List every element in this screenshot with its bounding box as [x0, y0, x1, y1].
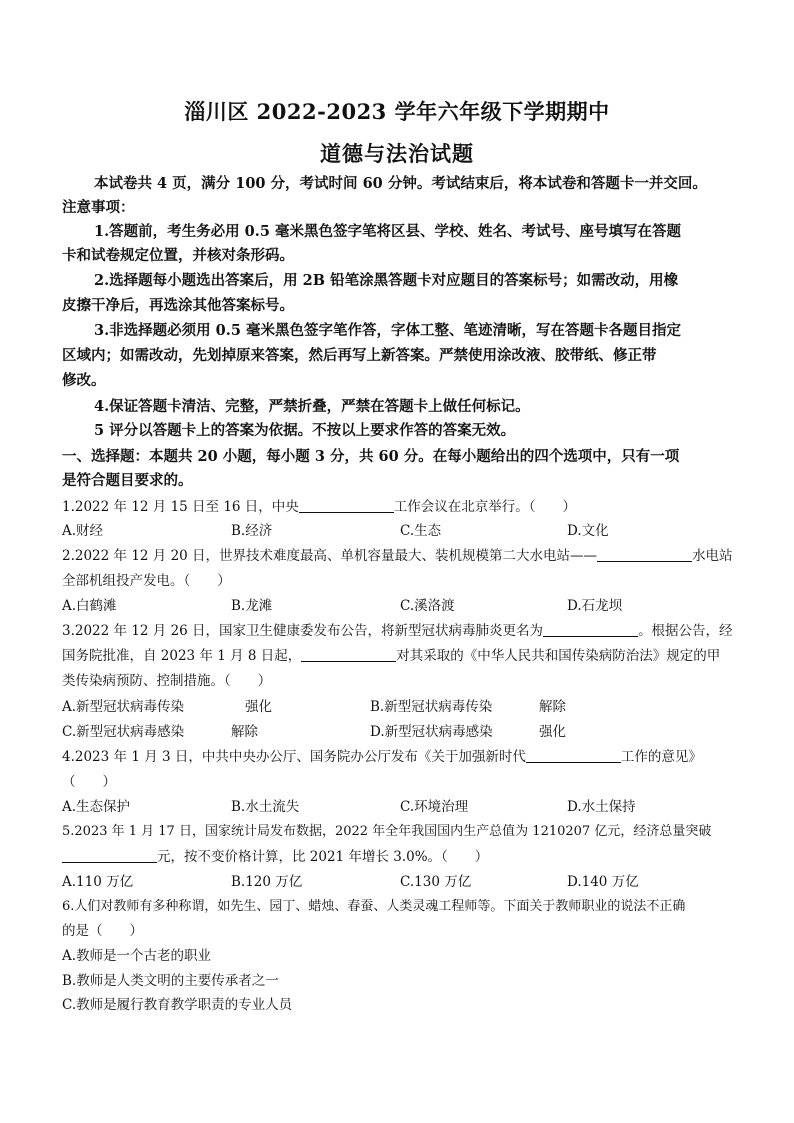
q4-option-a: A.生态保护 — [62, 799, 131, 815]
q3-option-d: D.新型冠状病毒感染 — [370, 724, 493, 740]
q3-option-c-action: 解除 — [231, 724, 258, 740]
question-5-stem-cont: 元，按不变价格计算，比 2021 年增长 3.0%。（ ） — [62, 847, 742, 867]
q6-option-c: C.教师是履行教育教学职责的专业人员 — [62, 997, 293, 1013]
answer-blank — [597, 547, 692, 562]
q6-option-b: B.教师是人类文明的主要传承者之一 — [62, 973, 279, 989]
q5-option-d: D.140 万亿 — [567, 874, 639, 890]
answer-blank — [301, 647, 396, 662]
note-3-line-2: 区域内；如需改动，先划掉原来答案，然后再写上新答案。严禁使用涂改液、胶带纸、修正带 — [62, 347, 657, 364]
note-1-line-2: 卡和试卷规定位置，并核对条形码。 — [62, 247, 294, 264]
q1-option-c: C.生态 — [400, 523, 442, 539]
note-2-line-1: 2.选择题每小题选出答案后，用 2B 铅笔涂黑答题卡对应题目的答案标号；如需改动，用橡 — [94, 272, 679, 289]
q3-option-a: A.新型冠状病毒传染 — [62, 699, 185, 715]
q1-option-b: B.经济 — [231, 523, 273, 539]
q6-option-a: A.教师是一个古老的职业 — [62, 948, 212, 964]
q3-option-d-action: 强化 — [539, 724, 566, 740]
note-4: 4.保证答题卡清洁、完整，严禁折叠，严禁在答题卡上做任何标记。 — [94, 398, 530, 415]
q1-option-d: D.文化 — [567, 523, 609, 539]
question-6-stem-cont: 的是（ ） — [62, 923, 143, 939]
answer-blank — [526, 748, 621, 763]
answer-blank — [543, 622, 638, 637]
question-6-stem: 6.人们对教师有多种称谓，如先生、园丁、蜡烛、春蚕、人类灵魂工程师等。下面关于教师职业的说法不正确 — [62, 899, 686, 914]
note-5: 5 评分以答题卡上的答案为依据。不按以上要求作答的答案无效。 — [94, 422, 516, 439]
question-4-stem-cont: （ ） — [62, 774, 116, 790]
q5-option-a: A.110 万亿 — [62, 874, 134, 890]
q2-option-a: A.白鹤滩 — [62, 598, 117, 614]
q4-option-b: B.水土流失 — [231, 799, 300, 815]
q4-option-d: D.水土保持 — [567, 799, 636, 815]
answer-blank — [299, 498, 394, 513]
question-2-stem: 2.2022 年 12 月 20 日，世界技术难度最高、单机容量最大、装机规模第二大水电站—— 水电站 — [62, 548, 733, 564]
q2-option-c: C.溪洛渡 — [400, 598, 455, 614]
answer-blank — [62, 848, 157, 863]
notes-heading: 注意事项： — [62, 199, 135, 216]
question-4-stem: 4.2023 年 1 月 3 日，中共中央办公厅、国务院办公厅发布《关于加强新时代 工作的意见》 — [62, 749, 702, 765]
q5-option-c: C.130 万亿 — [400, 874, 472, 890]
q2-option-d: D.石龙坝 — [567, 598, 623, 614]
q2-option-b: B.龙滩 — [231, 598, 273, 614]
q4-option-c: C.环境治理 — [400, 799, 469, 815]
note-3-line-1: 3.非选择题必须用 0.5 毫米黑色签字笔作答，字体工整、笔迹清晰，写在答题卡各题目指定 — [94, 322, 681, 339]
note-2-line-2: 皮擦干净后，再选涂其他答案标号。 — [62, 297, 294, 314]
q5-option-b: B.120 万亿 — [231, 874, 303, 890]
question-1-stem: 1.2022 年 12 月 15 日至 16 日，中央 工作会议在北京举行。（ ） — [62, 499, 577, 515]
q3-option-b-action: 解除 — [539, 699, 566, 715]
q3-option-a-action: 强化 — [245, 699, 272, 715]
exam-title: 淄川区 2022-2023 学年六年级下学期期中 — [184, 99, 610, 124]
exam-subtitle: 道德与法治试题 — [320, 141, 474, 166]
section-1-heading-line-2: 是符合题目要求的。 — [62, 472, 193, 489]
q1-option-a: A.财经 — [62, 523, 104, 539]
q3-option-c: C.新型冠状病毒感染 — [62, 724, 185, 740]
question-5-stem: 5.2023 年 1 月 17 日，国家统计局发布数据，2022 年全年我国国内生产总值为 1210207 亿元，经济总量突破 — [62, 824, 712, 839]
question-3-stem-end: 类传染病预防、控制措施。（ ） — [62, 673, 272, 689]
question-3-stem: 3.2022 年 12 月 26 日，国家卫生健康委发布公告，将新型冠状病毒肺炎更名为 。根据公告，经 — [62, 623, 733, 639]
note-3-line-3: 修改。 — [62, 372, 106, 389]
intro-line: 本试卷共 4 页，满分 100 分，考试时间 60 分钟。考试结束后，将本试卷和答题卡一并交回。 — [94, 175, 707, 192]
section-1-heading-line-1: 一、选择题：本题共 20 小题，每小题 3 分，共 60 分。在每小题给出的四个选项中，只有一项 — [62, 448, 680, 465]
question-3-stem-cont: 国务院批准，自 2023 年 1 月 8 日起， 对其采取的《中华人民共和国传染病防治法》规定的甲 — [62, 648, 721, 664]
q3-option-b: B.新型冠状病毒传染 — [370, 699, 493, 715]
note-1-line-1: 1.答题前，考生务必用 0.5 毫米黑色签字笔将区县、学校、姓名、考试号、座号填写在答题 — [94, 223, 681, 240]
question-2-stem-cont: 全部机组投产发电。（ ） — [62, 573, 231, 589]
